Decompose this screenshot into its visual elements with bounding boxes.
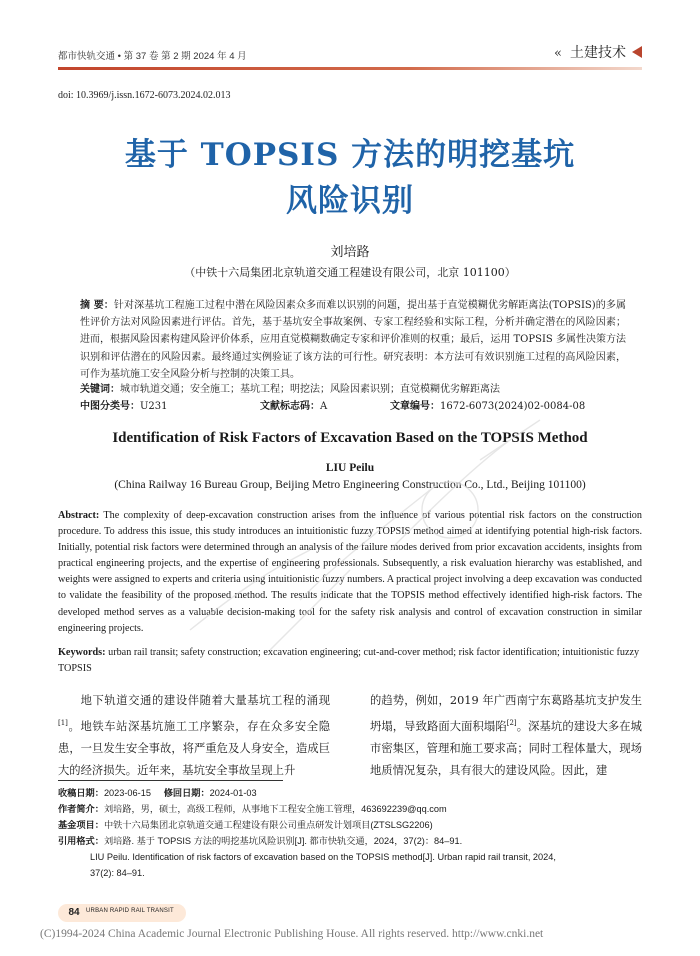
- page-journal-name: URBAN RAPID RAIL TRANSIT: [86, 908, 174, 914]
- title-cn-line-2: 风险识别: [286, 183, 414, 219]
- abstract-cn-label: 摘 要：: [80, 300, 114, 311]
- section-name: 土建技术: [570, 45, 626, 61]
- class-number: 中图分类号：U231: [80, 401, 168, 412]
- abstract-en: [58, 508, 642, 637]
- title-cn-line-1: 基于 TOPSIS 方法的明挖基坑: [124, 137, 576, 173]
- double-chevron-left-icon: «: [554, 46, 562, 61]
- classification-line: [80, 399, 626, 415]
- header-rule: [58, 67, 642, 70]
- body-paragraph: 的趋势，例如，2019 年广西南宁东葛路基坑支护发生坍塌，导致路面大面积塌陷[2]。深基坑的建设大多在城市密集区，管理和施工要求高；同时工程体量大，现场地质情况复杂，具有很大的建设风险。因此，建: [370, 694, 642, 777]
- keywords-en-text: urban rail transit; safety construction; excavation engineering; cut-and-cover method; risk factor identification; intuitionistic fuzzy TOPSIS: [58, 647, 640, 675]
- keywords-cn: [80, 382, 626, 398]
- footnote-citation-en-2: 37(2): 84–91.: [90, 868, 145, 878]
- body-paragraph: 地下轨道交通的建设伴随着大量基坑工程的涌现[1]。地铁车站深基坑施工工序繁杂，存在众多安全隐患，一旦发生安全事故，将严重危及人身安全，造成巨大的经济损失。近年来，基坑安全事故呈现上升: [58, 694, 330, 777]
- citation-ref-1[interactable]: [1]: [58, 719, 68, 727]
- footnote-rule: [58, 780, 283, 781]
- keywords-en-label: Keywords:: [58, 647, 106, 658]
- citation-ref-2[interactable]: [2]: [506, 719, 517, 727]
- page-number: 84: [68, 907, 80, 918]
- article-title-en: Identification of Risk Factors of Excavation Based on the TOPSIS Method: [112, 430, 588, 446]
- abstract-en-text: The complexity of deep-excavation construction arises from the influence of various potential risk factors on the construction procedure. To address this issue, this study introduces an intuitionistic fuzzy TOPSIS method aimed at identifying potential high-risk factors. Initially, potential risk factors were determined through an analysis of the failure modes derived from prior excavation accidents, insights from practical engineering projects, and the expertise of engineering professionals. Subsequently, a risk evaluation hierarchy was established, and weights were assigned to experts and criteria using intuitionistic fuzzy numbers. A practical project involving a deep excavation was conducted to validate the feasibility of the proposed method. The results indicate that the TOPSIS method effectively identified high-risk factors. The developed method serves as a valuable decision-making tool for the safety risk analysis and control of excavation construction in similar engineering projects.: [58, 510, 642, 634]
- journal-issue-line: 都市快轨交通 • 第 37 卷 第 2 期 2024 年 4 月: [58, 51, 247, 62]
- section-label: [554, 42, 626, 62]
- footnote-citation-en-1: LIU Peilu. Identification of risk factors of excavation based on the TOPSIS method[J]. Urban rapid rail transit, 2024,: [90, 852, 556, 862]
- doi: doi: 10.3969/j.issn.1672-6073.2024.02.013: [58, 90, 231, 101]
- author-cn: 刘培路: [330, 245, 370, 260]
- article-number: 文章编号：1672-6073(2024)02-0084-08: [390, 401, 586, 412]
- footnote-citation-cn: 引用格式：刘培路. 基于 TOPSIS 方法的明挖基坑风险识别[J]. 都市快轨交通，2024，37(2)：84–91.: [58, 836, 463, 846]
- abstract-en-label: Abstract:: [58, 510, 100, 521]
- affiliation-cn: （中铁十六局集团北京轨道交通工程建设有限公司，北京 101100）: [184, 266, 516, 279]
- footnote-dates: 收稿日期：2023-06-15 修回日期：2024-01-03: [58, 788, 257, 798]
- article-title-cn: [0, 132, 700, 224]
- keywords-cn-text: 城市轨道交通；安全施工；基坑工程；明挖法；风险因素识别；直觉模糊优劣解距离法: [120, 384, 500, 395]
- footnote-fund: 基金项目：中铁十六局集团北京轨道交通工程建设有限公司重点研发计划项目(ZTSLSG2206): [58, 820, 433, 830]
- keywords-en: [58, 645, 642, 677]
- keywords-cn-label: 关键词：: [80, 384, 120, 395]
- copyright-line: (C)1994-2024 China Academic Journal Electronic Publishing House. All rights reserved. http://www.cnki.net: [40, 928, 544, 940]
- footnote-author: 作者简介：刘培路，男，硕士，高级工程师，从事地下工程安全施工管理，463692239@qq.com: [58, 804, 447, 814]
- affiliation-en: (China Railway 16 Bureau Group, Beijing Metro Engineering Construction Co., Ltd., Beijing 101100): [114, 479, 586, 491]
- author-en: LIU Peilu: [325, 462, 375, 474]
- abstract-cn-text: 针对深基坑工程施工过程中潜在风险因素众多而难以识别的问题，提出基于直觉模糊优劣解距离法(TOPSIS)的多属性评价方法对风险因素进行评估。首先，基于基坑安全事故案例、专家工程经验和实际工程，分析并确定潜在的风险因素；进而，根据风险因素构建风险评价体系，应用直觉模糊数确定专家和评价准则的权重；最后，运用 TOPSIS 多属性决策方法识别和评估潜在的风险因素。最终通过实例验证了该方法的可行性。研究表明：本方法可有效识别施工过程的高风险因素，可作为基坑施工安全风险分析与控制的决策工具。: [80, 300, 626, 380]
- triangle-left-icon: [632, 46, 642, 58]
- body-column-2: [370, 690, 642, 782]
- document-code: 文献标志码：A: [260, 401, 328, 412]
- body-column-1: [58, 690, 330, 782]
- abstract-cn: [80, 297, 626, 383]
